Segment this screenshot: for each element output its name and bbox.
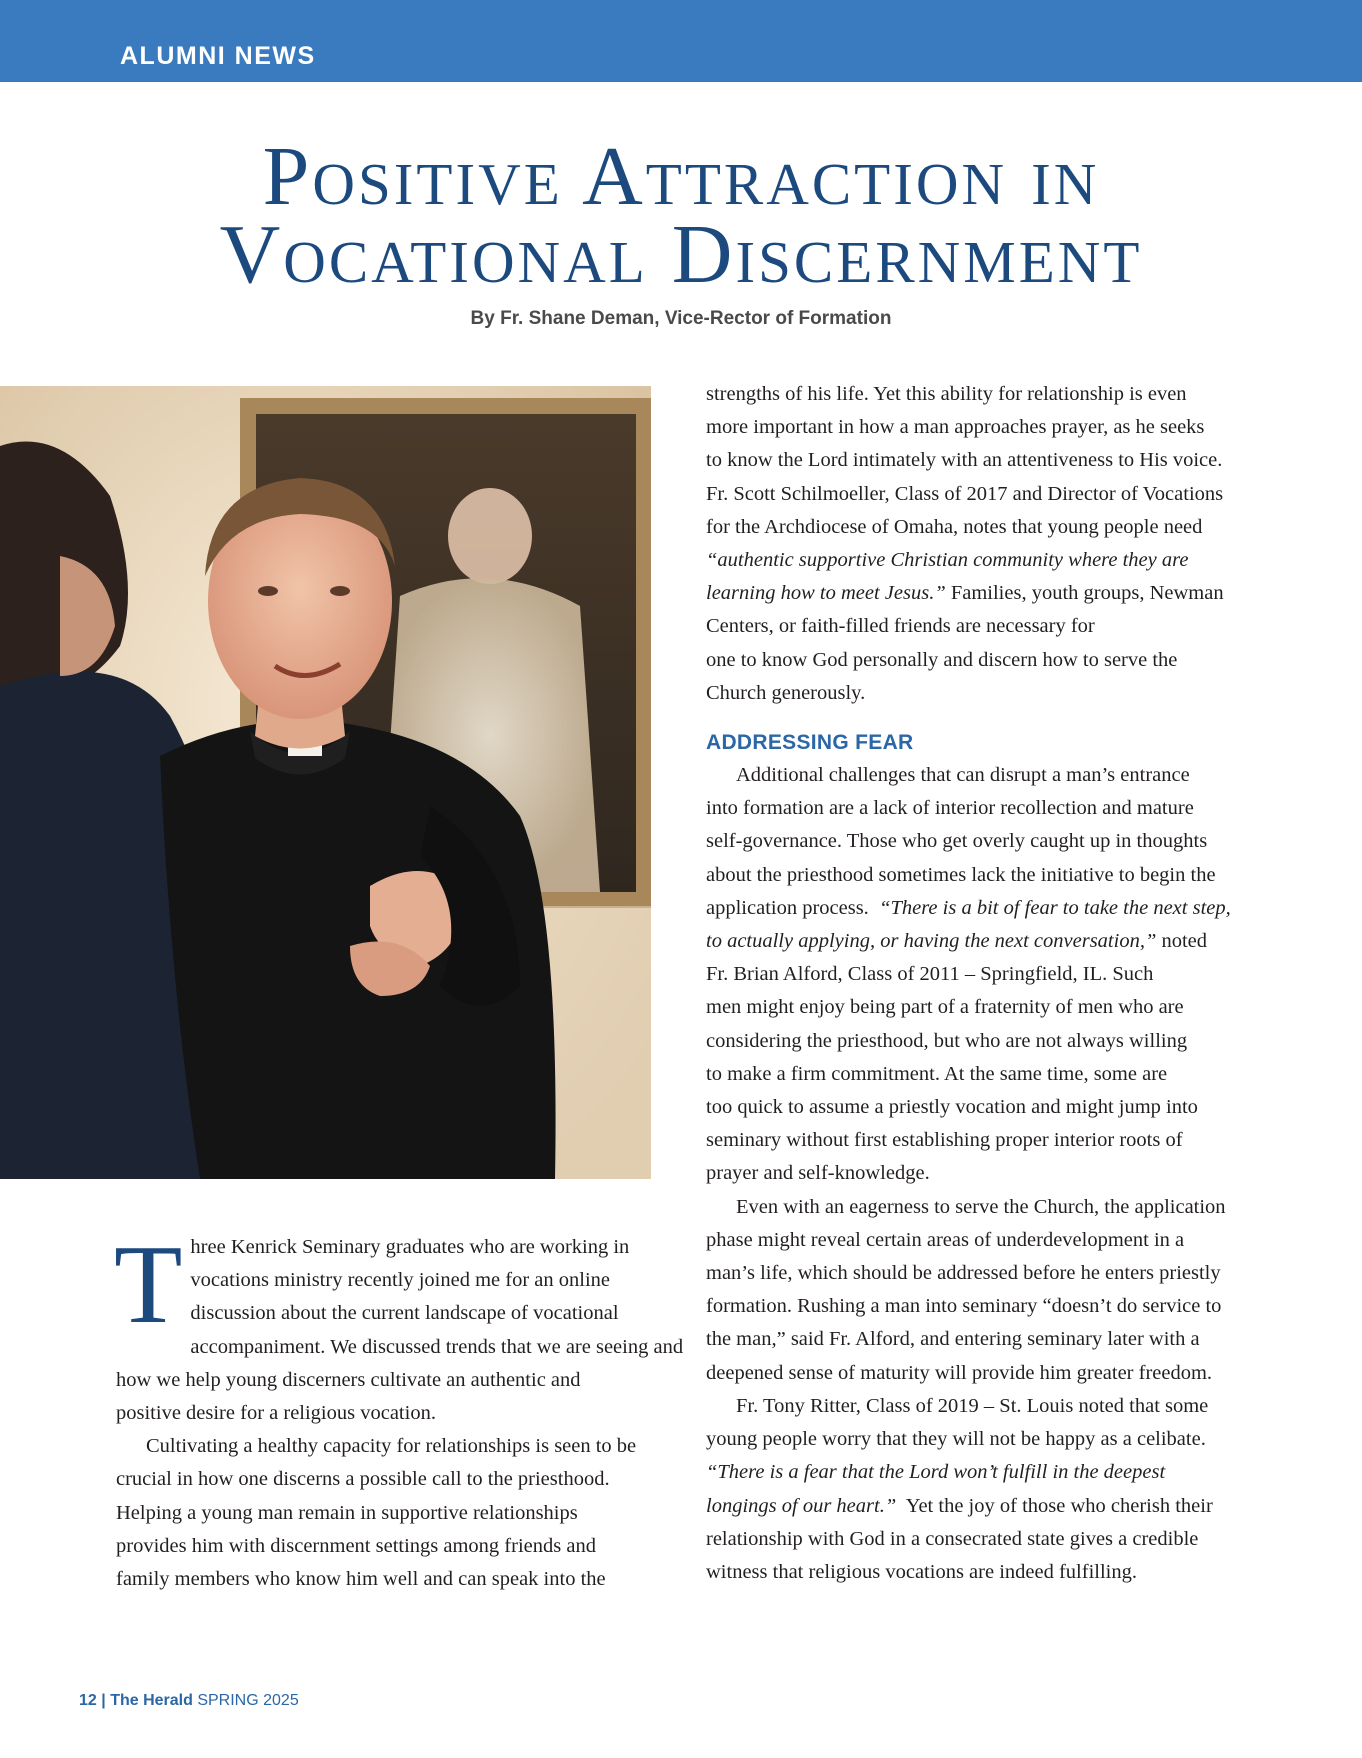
body-line: Fr. Scott Schilmoeller, Class of 2017 and Director of Vocations <box>706 482 1224 505</box>
body-line: prayer and self-knowledge. <box>706 1162 930 1185</box>
body-line: self-governance. Those who get overly caught up in thoughts <box>706 830 1208 853</box>
body-line: man’s life, which should be addressed before he enters priestly <box>706 1262 1221 1285</box>
body-text: Yet the joy of those who cherish their <box>896 1494 1213 1517</box>
quote-line: “There is a fear that the Lord won’t fulfill in the deepest <box>706 1461 1166 1484</box>
quote-line: learning how to meet Jesus.” <box>706 582 946 605</box>
publication-name: The Herald <box>110 1692 193 1709</box>
body-line: deepened sense of maturity will provide him greater freedom. <box>706 1361 1213 1384</box>
body-line: for the Archdiocese of Omaha, notes that young people need <box>706 515 1203 538</box>
body-text: noted <box>1156 930 1208 953</box>
issue-label: SPRING 2025 <box>197 1692 299 1709</box>
body-line: Additional challenges that can disrupt a man’s entrance <box>736 764 1190 787</box>
body-line: positive desire for a religious vocation. <box>116 1402 436 1425</box>
body-line: Centers, or faith-filled friends are necessary for <box>706 615 1095 638</box>
section-label: ALUMNI NEWS <box>120 42 316 70</box>
body-line: Even with an eagerness to serve the Church, the application <box>736 1195 1226 1218</box>
body-line: how we help young discerners cultivate an authentic and <box>116 1368 581 1391</box>
footer-separator: | <box>101 1692 106 1709</box>
body-line: Church generously. <box>706 681 866 704</box>
body-line: hree Kenrick Seminary graduates who are working in <box>190 1236 630 1258</box>
quote-line: “authentic supportive Christian community where they are <box>706 549 1189 572</box>
quote-line: longings of our heart.” <box>706 1494 897 1517</box>
body-line: vocations ministry recently joined me for an online <box>190 1269 610 1292</box>
quote-line: “There is a bit of fear to take the next step, <box>879 896 1231 919</box>
body-line: provides him with discernment settings among friends and <box>116 1534 596 1557</box>
section-subheading: ADDRESSING FEAR <box>706 731 914 755</box>
body-line: relationship with God in a consecrated state gives a credible <box>706 1527 1199 1550</box>
body-line: formation. Rushing a man into seminary “doesn’t do service to <box>706 1295 1222 1318</box>
body-line: more important in how a man approaches prayer, as he seeks <box>706 416 1205 439</box>
body-line: to make a firm commitment. At the same time, some are <box>706 1062 1168 1085</box>
body-line: witness that religious vocations are indeed fulfilling. <box>706 1560 1137 1583</box>
body-line: Fr. Brian Alford, Class of 2011 – Springfield, IL. Such <box>706 963 1154 986</box>
article-title-line-2: Vocational Discernment <box>219 208 1143 301</box>
photo-icon <box>0 386 651 1179</box>
body-line: strengths of his life. Yet this ability for relationship is even <box>706 383 1187 405</box>
quote-line: to actually applying, or having the next conversation,” <box>706 930 1157 953</box>
article-photo <box>0 386 651 1179</box>
body-line: crucial in how one discerns a possible call to the priesthood. <box>116 1468 610 1491</box>
page-number: 12 <box>79 1692 97 1709</box>
article-column-left <box>114 1223 684 1596</box>
article-byline: By Fr. Shane Deman, Vice-Rector of Formation <box>470 308 892 329</box>
body-line: young people worry that they will not be happy as a celibate. <box>706 1428 1206 1451</box>
body-line: about the priesthood sometimes lack the initiative to begin the <box>706 863 1216 886</box>
body-line: men might enjoy being part of a fraternity of men who are <box>706 996 1184 1019</box>
body-line: too quick to assume a priestly vocation and might jump into <box>706 1096 1198 1119</box>
body-text: Families, youth groups, Newman <box>945 582 1224 605</box>
body-line: Fr. Tony Ritter, Class of 2019 – St. Louis noted that some <box>736 1394 1209 1417</box>
body-line: accompaniment. We discussed trends that we are seeing and <box>190 1335 684 1358</box>
body-line: to know the Lord intimately with an attentiveness to His voice. <box>706 449 1223 472</box>
body-line: into formation are a lack of interior recollection and mature <box>706 797 1194 820</box>
body-line: discussion about the current landscape of vocational <box>190 1302 619 1325</box>
body-line: phase might reveal certain areas of underdevelopment in a <box>706 1228 1185 1251</box>
article-title-line-1: Positive Attraction in <box>262 130 1100 223</box>
body-line: family members who know him well and can speak into the <box>116 1568 606 1591</box>
body-text: application process. <box>706 896 880 919</box>
page-footer <box>79 1692 299 1710</box>
body-line: one to know God personally and discern how to serve the <box>706 648 1178 671</box>
body-line: the man,” said Fr. Alford, and entering seminary later with a <box>706 1328 1200 1351</box>
body-line: considering the priesthood, but who are not always willing <box>706 1029 1188 1052</box>
drop-cap: T <box>114 1223 183 1347</box>
article-column-right <box>706 378 1251 1589</box>
body-line: Helping a young man remain in supportive relationships <box>116 1501 578 1524</box>
body-line: seminary without first establishing proper interior roots of <box>706 1129 1183 1152</box>
body-line: Cultivating a healthy capacity for relationships is seen to be <box>146 1435 637 1458</box>
